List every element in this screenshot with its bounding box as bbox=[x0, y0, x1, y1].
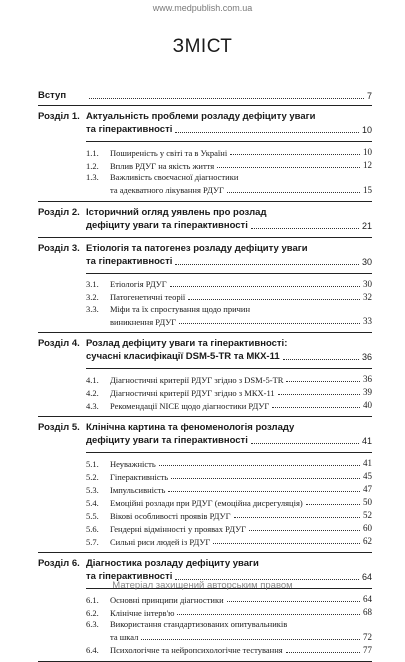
subsection-title: Діагностичні критерії РДУГ згідно з DSM-5-TR bbox=[110, 374, 284, 385]
page-title: ЗМІСТ bbox=[172, 36, 233, 57]
subsection-row[interactable] bbox=[86, 172, 372, 183]
leader-dots bbox=[234, 517, 361, 518]
subsection-title: Основні принципи діагностики bbox=[110, 594, 224, 605]
subsection-number: 5.7. bbox=[86, 536, 99, 547]
subsection-page: 10 bbox=[363, 147, 372, 157]
toc-intro-label: Вступ bbox=[38, 90, 67, 101]
copyright-notice: Матеріал захищений авторським правом bbox=[112, 580, 293, 591]
section-page: 64 bbox=[361, 572, 372, 582]
subsection-page: 62 bbox=[363, 536, 372, 546]
section-label: Розділ 3. bbox=[38, 242, 80, 254]
table-of-contents bbox=[38, 90, 372, 662]
subsection-number: 5.1. bbox=[86, 458, 99, 469]
subsection-title: Клінічне інтерв'ю bbox=[110, 607, 175, 618]
subsection-page: 77 bbox=[363, 644, 372, 655]
leader-dots bbox=[213, 543, 360, 544]
subsection-row[interactable] bbox=[86, 159, 372, 171]
subsection-title: Гіперактивність bbox=[110, 471, 169, 482]
subsection-title: Вплив РДУГ на якість життя bbox=[110, 160, 215, 171]
toc-section bbox=[38, 422, 372, 553]
toc-section bbox=[38, 207, 372, 238]
leader-dots bbox=[217, 167, 360, 168]
leader-dots bbox=[175, 132, 359, 133]
section-title-row[interactable] bbox=[38, 435, 372, 447]
subsection-title: Важливість своєчасної діагностики bbox=[110, 172, 239, 182]
section-label: Розділ 6. bbox=[38, 558, 80, 569]
subsection-page: 30 bbox=[363, 278, 372, 289]
section-title-row[interactable] bbox=[38, 256, 372, 268]
subsection-row[interactable] bbox=[86, 644, 372, 656]
subsection-row[interactable] bbox=[86, 373, 372, 385]
toc-sections bbox=[38, 111, 372, 662]
subsection-page: 40 bbox=[363, 400, 372, 410]
subsection-title: Використання стандартизованих опитувальників bbox=[110, 619, 288, 629]
leader-dots bbox=[306, 504, 360, 505]
subsection-row[interactable] bbox=[86, 593, 372, 605]
subsection-title: та шкал bbox=[110, 632, 139, 642]
subsection-row[interactable] bbox=[86, 496, 372, 508]
subsection-title: Гендерні відмінності у проявах РДУГ bbox=[110, 523, 247, 534]
leader-dots bbox=[286, 652, 360, 653]
subsection-number: 1.3. bbox=[86, 172, 99, 182]
subsection-page: 12 bbox=[363, 160, 372, 170]
subsection-title: Діагностичні критерії РДУГ згідно з МКХ-11 bbox=[110, 387, 275, 398]
subsection-row[interactable] bbox=[86, 399, 372, 411]
section-divider bbox=[38, 552, 372, 553]
leader-dots bbox=[230, 154, 360, 155]
subsection-title: Вікові особливості проявів РДУГ bbox=[110, 510, 231, 521]
subsection-row[interactable] bbox=[86, 470, 372, 482]
subsection-title: та адекватного лікування РДУГ bbox=[110, 185, 224, 195]
subsection-title: Рекомендації NICE щодо діагностики РДУГ bbox=[110, 400, 270, 411]
subsection-page: 32 bbox=[363, 291, 372, 302]
section-title-row[interactable] bbox=[38, 220, 372, 232]
leader-dots bbox=[278, 394, 360, 395]
subsection-number: 5.4. bbox=[86, 497, 99, 508]
leader-dots bbox=[251, 443, 359, 444]
subsection-page: 36 bbox=[363, 374, 372, 384]
toc-intro-page: 7 bbox=[366, 91, 372, 101]
section-divider bbox=[38, 201, 372, 202]
subsection-page: 15 bbox=[363, 184, 372, 195]
section-divider bbox=[38, 237, 372, 238]
subsection-title: Психологічне та нейропсихологічне тестування bbox=[110, 645, 283, 655]
leader-dots bbox=[141, 639, 360, 640]
subsection-row[interactable] bbox=[86, 146, 372, 158]
leader-dots bbox=[159, 465, 360, 466]
section-title: Діагностика розладу дефіциту уваги bbox=[86, 558, 259, 569]
section-title-line[interactable] bbox=[38, 422, 372, 434]
subsection-title: виникнення РДУГ bbox=[110, 316, 177, 327]
subsection-number: 4.2. bbox=[86, 387, 99, 398]
toc-section bbox=[38, 338, 372, 417]
leader-dots bbox=[283, 359, 359, 360]
subsection-number: 3.1. bbox=[86, 279, 99, 289]
subsection-title: Неуважність bbox=[110, 458, 156, 469]
subsection-number: 5.3. bbox=[86, 484, 99, 495]
leader-dots bbox=[286, 381, 360, 382]
section-title-row[interactable] bbox=[38, 351, 372, 363]
subsection-number: 1.2. bbox=[86, 160, 99, 171]
leader-dots bbox=[175, 264, 359, 265]
subsection-page: 50 bbox=[363, 497, 372, 507]
section-page: 41 bbox=[361, 436, 372, 446]
section-title-row[interactable] bbox=[38, 124, 372, 136]
section-title: Клінічна картина та феноменологія розладу bbox=[86, 422, 295, 433]
subsection-page: 33 bbox=[363, 316, 372, 326]
subsection-row[interactable] bbox=[86, 291, 372, 303]
section-page: 10 bbox=[361, 125, 372, 135]
subsection-page: 68 bbox=[363, 607, 372, 617]
section-divider bbox=[38, 661, 372, 662]
leader-dots bbox=[177, 614, 360, 615]
subsection-title: Імпульсивність bbox=[110, 484, 166, 495]
section-title: дефіциту уваги та гіперактивності bbox=[86, 435, 248, 446]
leader-dots bbox=[170, 286, 360, 287]
subsection-page: 41 bbox=[363, 458, 372, 468]
subsection-title: Патогенетичні теорії bbox=[110, 292, 186, 302]
section-divider bbox=[38, 416, 372, 417]
section-page: 21 bbox=[361, 220, 372, 231]
section-title-line[interactable] bbox=[38, 111, 372, 123]
section-title: Розлад дефіциту уваги та гіперактивності: bbox=[86, 338, 288, 349]
toc-section bbox=[38, 558, 372, 662]
leader-dots bbox=[89, 98, 364, 99]
leader-dots bbox=[272, 407, 360, 408]
subsection-row[interactable] bbox=[86, 184, 372, 196]
section-title: та гіперактивності bbox=[86, 571, 173, 582]
subsection-number: 6.3. bbox=[86, 619, 99, 629]
section-title: Етіологія та патогенез розладу дефіциту уваги bbox=[86, 242, 308, 254]
subsection-row[interactable] bbox=[86, 457, 372, 469]
subsection-number: 5.6. bbox=[86, 523, 99, 534]
subsection-row[interactable] bbox=[86, 535, 372, 547]
subsection-row[interactable] bbox=[86, 278, 372, 290]
subsection-number: 3.2. bbox=[86, 292, 99, 302]
subsection-number: 6.2. bbox=[86, 607, 99, 618]
subsection-page: 45 bbox=[363, 471, 372, 481]
subsection-title: Міфи та їх спростування щодо причин bbox=[110, 303, 250, 314]
subsection-number: 5.5. bbox=[86, 510, 99, 521]
section-page: 36 bbox=[361, 352, 372, 362]
section-title: дефіциту уваги та гіперактивності bbox=[86, 219, 248, 231]
site-url: www.medpublish.com.ua bbox=[152, 3, 253, 13]
section-title: сучасні класифікації DSM-5-TR та МКХ-11 bbox=[86, 351, 280, 362]
section-label: Розділ 2. bbox=[38, 206, 80, 218]
subsection-row[interactable] bbox=[86, 631, 372, 643]
section-title: Актуальність проблеми розладу дефіциту уваги bbox=[86, 111, 316, 122]
subsection-page: 39 bbox=[363, 387, 372, 397]
section-title-line[interactable] bbox=[38, 243, 372, 255]
subsection-number: 3.3. bbox=[86, 303, 99, 314]
section-divider bbox=[38, 332, 372, 333]
section-label: Розділ 5. bbox=[38, 422, 80, 433]
section-divider bbox=[38, 105, 372, 106]
subsection-row[interactable] bbox=[86, 509, 372, 521]
section-title: та гіперактивності bbox=[86, 255, 173, 267]
subsection-number: 6.4. bbox=[86, 645, 99, 655]
section-page: 30 bbox=[361, 256, 372, 267]
subsection-row[interactable] bbox=[86, 386, 372, 398]
leader-dots bbox=[179, 323, 360, 324]
toc-intro-row[interactable] bbox=[38, 90, 372, 102]
subsection-number: 4.3. bbox=[86, 400, 99, 411]
subsection-title: Сильні риси людей із РДУГ bbox=[110, 536, 211, 547]
subsection-page: 64 bbox=[363, 594, 372, 604]
subsection-title: Поширеність у світі та в Україні bbox=[110, 147, 228, 158]
leader-dots bbox=[227, 192, 360, 193]
section-title: та гіперактивності bbox=[86, 124, 173, 135]
subsection-number: 6.1. bbox=[86, 594, 99, 605]
section-title-line[interactable] bbox=[38, 338, 372, 350]
section-title-line[interactable] bbox=[38, 558, 372, 570]
toc-section bbox=[38, 111, 372, 202]
section-title: Історичний огляд уявлень про розлад bbox=[86, 206, 267, 218]
subsection-row[interactable] bbox=[86, 304, 372, 315]
leader-dots bbox=[168, 491, 360, 492]
subsection-page: 52 bbox=[363, 510, 372, 520]
subsection-row[interactable] bbox=[86, 483, 372, 495]
subsection-page: 47 bbox=[363, 484, 372, 494]
subsection-title: Етіологія РДУГ bbox=[110, 279, 167, 289]
subsection-page: 72 bbox=[363, 631, 372, 642]
subsection-row[interactable] bbox=[86, 315, 372, 327]
section-label: Розділ 4. bbox=[38, 338, 80, 349]
leader-dots bbox=[251, 228, 359, 229]
subsection-number: 4.1. bbox=[86, 374, 99, 385]
subsection-number: 1.1. bbox=[86, 147, 99, 158]
leader-dots bbox=[227, 601, 360, 602]
subsection-title: Емоційні розлади при РДУГ (емоційна дисрегуляція) bbox=[110, 497, 303, 508]
subsection-number: 5.2. bbox=[86, 471, 99, 482]
leader-dots bbox=[171, 478, 360, 479]
subsection-row[interactable] bbox=[86, 522, 372, 534]
section-title-line[interactable] bbox=[38, 207, 372, 219]
leader-dots bbox=[188, 299, 360, 300]
subsection-row[interactable] bbox=[86, 606, 372, 618]
section-label: Розділ 1. bbox=[38, 111, 80, 122]
subsection-row[interactable] bbox=[86, 619, 372, 630]
toc-section bbox=[38, 243, 372, 334]
leader-dots bbox=[249, 530, 360, 531]
subsection-page: 60 bbox=[363, 523, 372, 533]
